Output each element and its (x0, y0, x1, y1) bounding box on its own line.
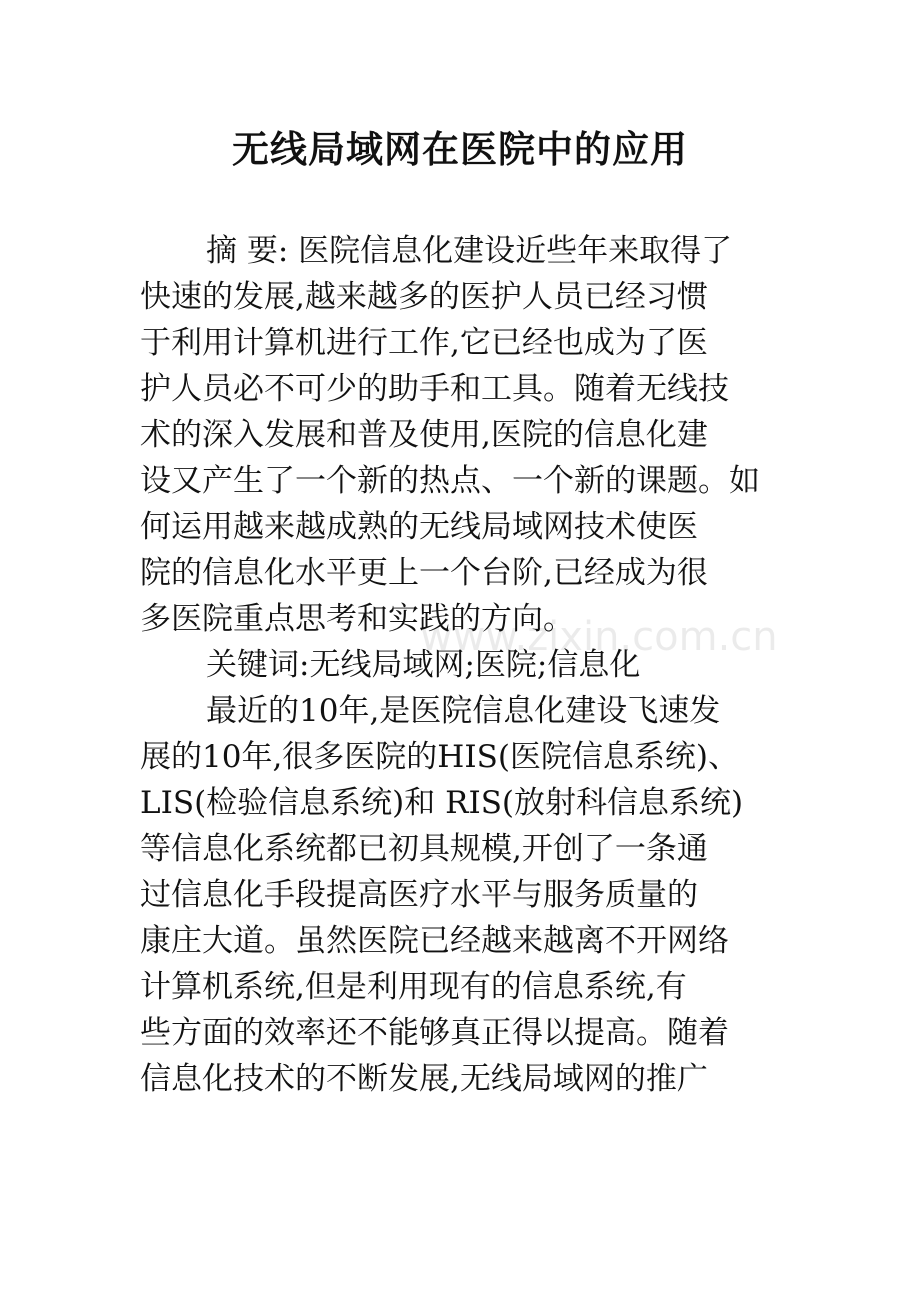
body-line: LIS(检验信息系统)和 RIS(放射科信息系统) (140, 785, 744, 821)
body-line: 过信息化手段提高医疗水平与服务质量的 (140, 877, 698, 913)
body-line: 信息化技术的不断发展,无线局域网的推广 (140, 1061, 708, 1097)
watermark: www.zixin.com.cn (420, 614, 778, 660)
abstract-line: 快速的发展,越来越多的医护人员已经习惯 (140, 279, 708, 315)
keywords-line: 关键词:无线局域网;医院;信息化 (206, 647, 641, 683)
abstract-line: 多医院重点思考和实践的方向。 (140, 601, 574, 637)
abstract-line: 于利用计算机进行工作,它已经也成为了医 (140, 325, 708, 361)
abstract-line: 院的信息化水平更上一个台阶,已经成为很 (140, 555, 708, 591)
abstract-line: 何运用越来越成熟的无线局域网技术使医 (140, 509, 698, 545)
body-line: 等信息化系统都已初具规模,开创了一条通 (140, 831, 708, 867)
abstract-line: 术的深入发展和普及使用,医院的信息化建 (140, 417, 708, 453)
abstract-line: 设又产生了一个新的热点、一个新的课题。如 (140, 463, 760, 499)
abstract-line: 护人员必不可少的助手和工具。随着无线技 (140, 371, 729, 407)
document-title: 无线局域网在医院中的应用 (232, 128, 688, 171)
abstract-line: 摘 要: 医院信息化建设近些年来取得了 (206, 233, 733, 269)
body-line: 些方面的效率还不能够真正得以提高。随着 (140, 1015, 729, 1051)
body-line: 展的10年,很多医院的HIS(医院信息系统)、 (140, 739, 740, 775)
body-line: 康庄大道。虽然医院已经越来越离不开网络 (140, 923, 729, 959)
body-line: 最近的10年,是医院信息化建设飞速发 (206, 693, 721, 729)
body-line: 计算机系统,但是利用现有的信息系统,有 (140, 969, 687, 1005)
document-body (140, 228, 800, 1102)
